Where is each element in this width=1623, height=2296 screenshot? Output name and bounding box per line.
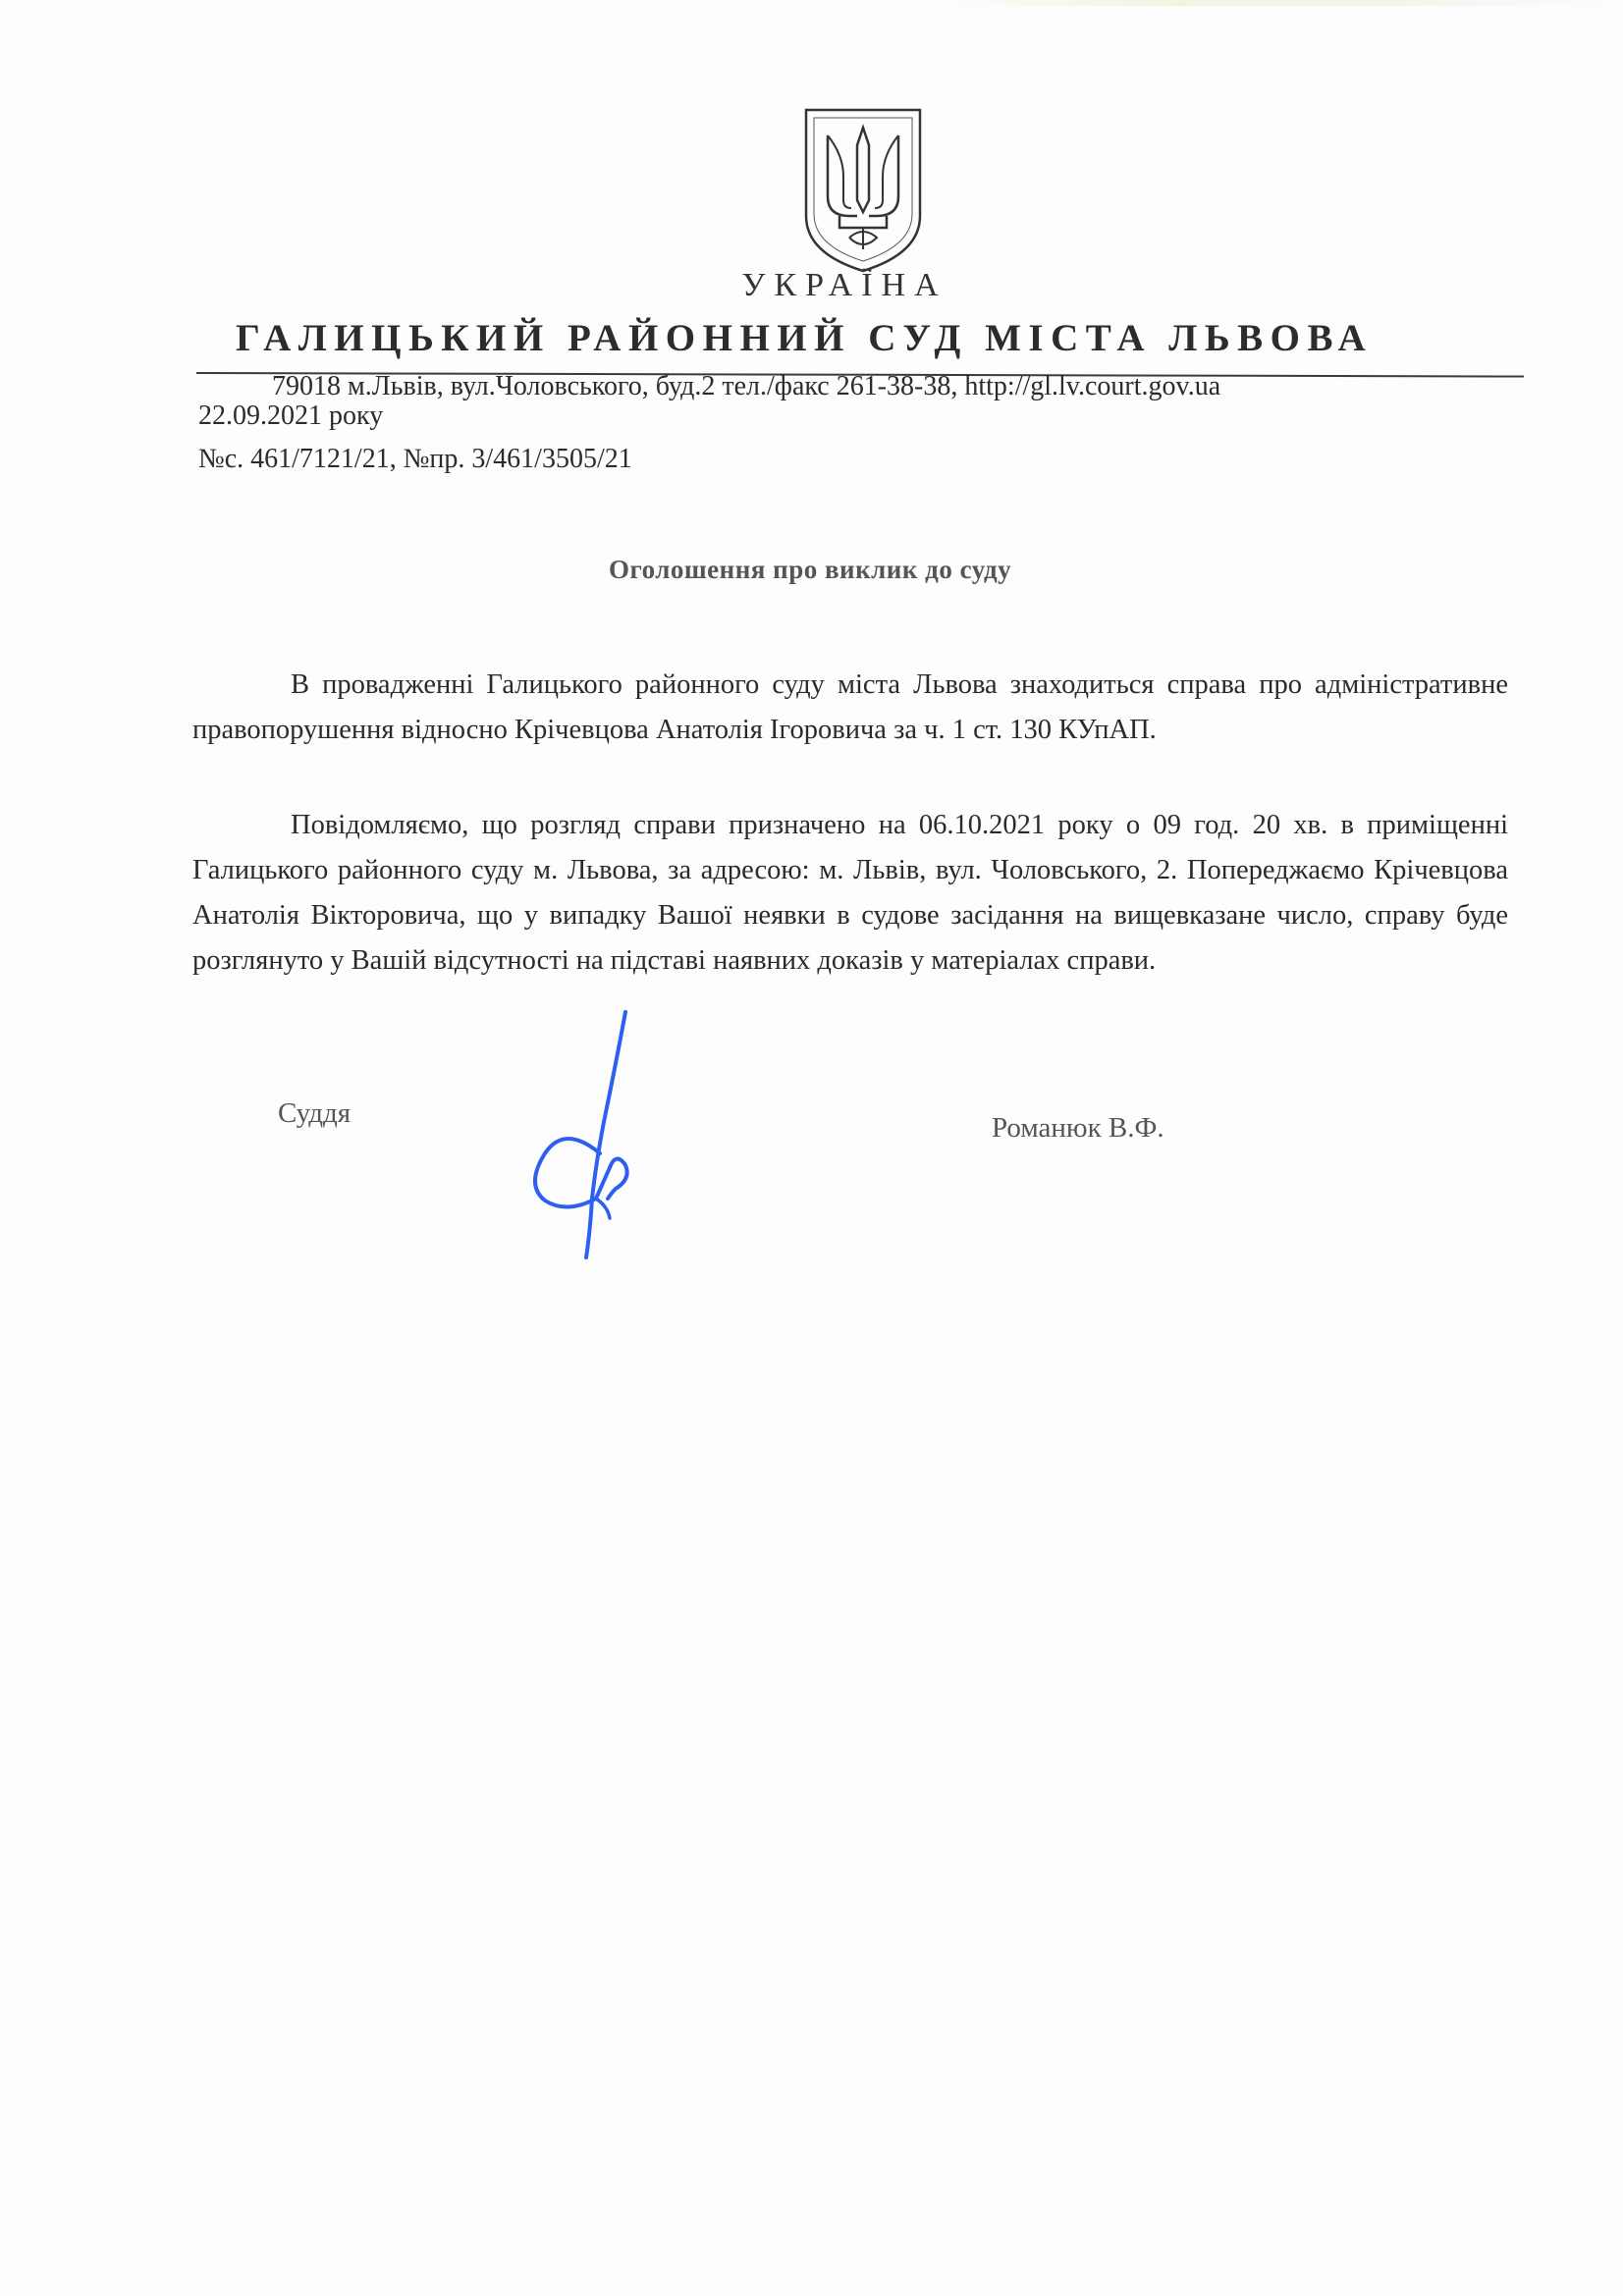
body-paragraph-1: В провадженні Галицького районного суду міста Львова знаходиться справа про адміністративне правопорушення відносно Крічевцова Анатолія Ігоровича за ч. 1 ст. 130 КУпАП. — [192, 669, 1508, 745]
tryzub-coat-of-arms-icon — [800, 106, 926, 275]
case-numbers: №с. 461/7121/21, №пр. 3/461/3505/21 — [198, 444, 632, 474]
document-date: 22.09.2021 року — [198, 400, 384, 431]
document-title: Оголошення про виклик до суду — [609, 555, 1012, 584]
court-address: 79018 м.Львів, вул.Чоловського, буд.2 тел./факс 261-38-38, http://gl.lv.court.gov.ua — [272, 371, 1221, 401]
body-paragraph-2: Повідомляємо, що розгляд справи призначено на 06.10.2021 року о 09 год. 20 хв. в приміщенні Галицького районного суду м. Львова, за адресою: м. Львів, вул. Чоловського, 2. Попереджаємо Крічевцова Анатолія Вікторовича, що у випадку Вашої неявки в судове засідання на вищевказане число, справу буде розглянуто у Вашій відсутності на підставі наявних доказів у матеріалах справи. — [192, 810, 1508, 976]
judge-name: Романюк В.Ф. — [992, 1112, 1164, 1144]
handwritten-signature-icon — [506, 1006, 663, 1261]
judge-role-label: Суддя — [278, 1097, 352, 1129]
court-name-heading: ГАЛИЦЬКИЙ РАЙОННИЙ СУД МІСТА ЛЬВОВА — [236, 317, 1374, 359]
country-label: УКРАЇНА — [741, 267, 947, 303]
scan-edge-tint — [943, 0, 1623, 6]
